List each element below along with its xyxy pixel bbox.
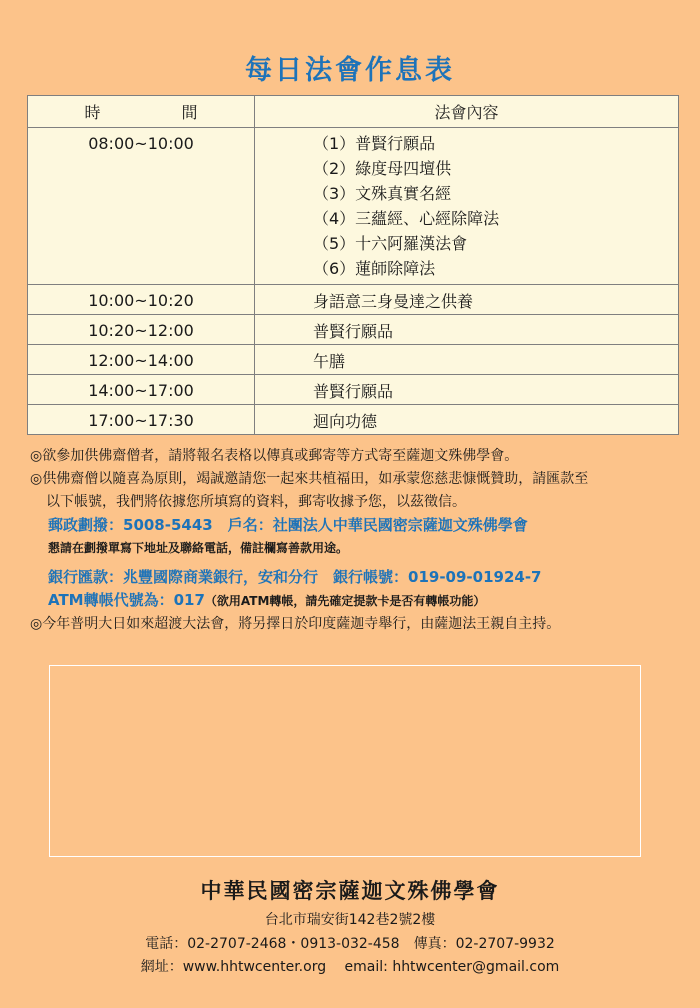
ritual-list xyxy=(313,128,678,281)
row-time: 14:00~17:00 xyxy=(28,375,255,405)
row-content: 身語意三身曼達之供養 xyxy=(255,285,679,315)
postal-account: 郵政劃撥：5008-5443 戶名：社團法人中華民國密宗薩迦文殊佛學會 xyxy=(48,516,528,534)
row-time: 10:20~12:00 xyxy=(28,315,255,345)
page-title: 每日法會作息表 xyxy=(245,55,455,86)
list-item: （4）三蘊經、心經除障法 xyxy=(313,209,500,228)
list-item: （2）綠度母四壇供 xyxy=(313,159,452,178)
note-ceremony: ◎今年普明大日如來超渡大法會，將另擇日於印度薩迦寺舉行，由薩迦法王親自主持。 xyxy=(30,616,561,632)
blank-frame xyxy=(49,665,641,857)
organization-name: 中華民國密宗薩迦文殊佛學會 xyxy=(200,879,500,903)
row-time: 10:00~10:20 xyxy=(28,285,255,315)
atm-note: （欲用ATM轉帳，請先確定提款卡是否有轉帳功能） xyxy=(204,594,486,608)
header-time: 時 間 xyxy=(28,96,255,128)
table-row xyxy=(28,285,679,315)
notes-section xyxy=(30,445,680,636)
postal-note: 懇請在劃撥單寫下地址及聯絡電話，備註欄寫善款用途。 xyxy=(48,541,349,555)
row-time: 12:00~14:00 xyxy=(28,345,255,375)
list-item: （5）十六阿羅漢法會 xyxy=(313,234,468,253)
atm-line xyxy=(30,589,680,613)
table-row xyxy=(28,128,679,285)
note-donation: ◎供佛齋僧以隨喜為原則，竭誠邀請您一起來共植福田，如承蒙您慈悲慷慨贊助，請匯款至 xyxy=(30,471,589,487)
schedule-table xyxy=(27,95,679,435)
row-content: 迴向功德 xyxy=(255,405,679,435)
header-content: 法會內容 xyxy=(255,96,679,128)
table-row xyxy=(28,315,679,345)
note-donation-cont: 以下帳號，我們將依據您所填寫的資料，郵寄收據予您，以茲徵信。 xyxy=(46,494,466,510)
list-item: （6）蓮師除障法 xyxy=(313,259,436,278)
atm-code: ATM轉帳代號為：017 xyxy=(48,591,205,609)
table-header-row xyxy=(28,96,679,128)
row-content xyxy=(255,128,679,285)
table-row xyxy=(28,405,679,435)
row-content: 普賢行願品 xyxy=(255,315,679,345)
address: 台北市瑞安街142巷2號2樓 xyxy=(264,912,436,928)
row-content: 午膳 xyxy=(255,345,679,375)
website-email: 網址：www.hhtwcenter.org email: hhtwcenter@gmail.com xyxy=(140,959,560,975)
list-item: （3）文殊真實名經 xyxy=(313,184,452,203)
contact-phone: 電話：02-2707-2468・0913-032-458 傳真：02-2707-9932 xyxy=(145,936,555,952)
note-registration: ◎欲參加供佛齋僧者，請將報名表格以傳真或郵寄等方式寄至薩迦文殊佛學會。 xyxy=(30,448,519,464)
row-time: 08:00~10:00 xyxy=(28,128,255,285)
table-row xyxy=(28,345,679,375)
list-item: （1）普賢行願品 xyxy=(313,134,436,153)
table-row xyxy=(28,375,679,405)
bank-account: 銀行匯款：兆豐國際商業銀行，安和分行 銀行帳號：019-09-01924-7 xyxy=(48,568,542,586)
row-content: 普賢行願品 xyxy=(255,375,679,405)
row-time: 17:00~17:30 xyxy=(28,405,255,435)
